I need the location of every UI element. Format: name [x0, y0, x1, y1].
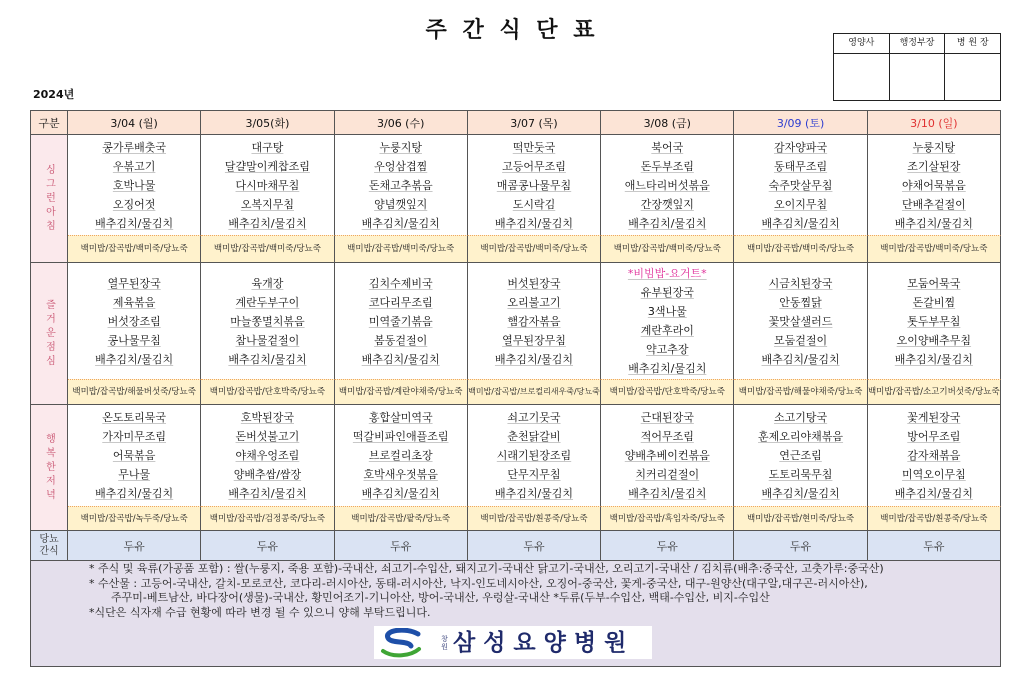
origin-note-staples: * 주식 및 육류(가공품 포함) : 쌀(누룽지, 죽용 포함)-국내산, 쇠고기-수입산, 돼지고기-국내산 닭고기-국내산, 오리고기-국내산 / 김치류(배추:중국산, 고춧가루:중국산)	[89, 562, 884, 575]
porridge-options: 백미밥/잡곡밥/계란야채죽/당뇨죽	[338, 387, 463, 397]
menu-cell-lunch-sat	[734, 263, 867, 379]
menu-item: 북어국	[651, 140, 684, 154]
menu-item: 양념깻잎지	[374, 197, 428, 211]
snack-item: 두유	[789, 539, 812, 553]
menu-item: 오이양배추무침	[896, 333, 972, 347]
menu-item: 호박새우젓볶음	[363, 468, 438, 481]
approval-dietitian-signature-box	[834, 54, 889, 100]
menu-item: 근대된장국	[640, 411, 694, 424]
menu-item: 누룽지탕	[379, 140, 422, 154]
menu-item: 무나물	[118, 468, 151, 481]
porridge-options: 백미밥/잡곡밥/백미죽/당뇨죽	[213, 244, 321, 254]
snack-label-text: 당뇨간식	[39, 533, 59, 557]
menu-item: 간장깻잎지	[640, 197, 694, 211]
menu-cell-dinner-thu	[468, 405, 601, 506]
menu-item: 꽃게된장국	[907, 411, 961, 424]
menu-item: *비빔밥-요거트*	[627, 267, 707, 280]
porridge-cell-breakfast-sat	[734, 235, 867, 263]
meal-label-text: 행복한저녁	[43, 432, 55, 503]
menu-item: 야채어묵볶음	[901, 178, 966, 192]
menu-item: 배추김치/물김치	[361, 216, 440, 230]
menu-item: 코다리무조림	[368, 295, 433, 309]
menu-item: 숙주맛살무침	[768, 178, 833, 192]
porridge-cell-breakfast-fri	[601, 235, 734, 263]
menu-item: 쇠고기뭇국	[507, 411, 561, 424]
porridge-options: 백미밥/잡곡밥/검정콩죽/당뇨죽	[209, 513, 326, 524]
menu-cell-breakfast-sat	[734, 135, 867, 235]
menu-cell-breakfast-tue	[201, 135, 334, 235]
origin-note-seafood-continued: 주꾸미-베트남산, 바다장어(생물)-국내산, 황민어조기-기니아산, 방어-국내산, 우렁살-국내산 *두류(두부-수입산, 백태-수입산, 비지-수입산	[111, 591, 770, 604]
menu-item: 육개장	[251, 276, 284, 290]
meal-label-lunch	[31, 263, 68, 405]
menu-item: 조기살된장	[907, 159, 961, 173]
day-header-label: 3/04 (월)	[110, 116, 158, 130]
hospital-logo	[374, 626, 652, 659]
day-header-wed	[335, 111, 468, 135]
menu-item: 배추김치/물김치	[761, 487, 840, 500]
porridge-options: 백미밥/잡곡밥/흑임자죽/당뇨죽	[609, 513, 725, 524]
approval-admin-director	[890, 34, 946, 100]
menu-item: 도토리묵무침	[768, 468, 833, 481]
meal-label-text: 즐거운점심	[43, 298, 55, 369]
menu-cell-breakfast-mon	[68, 135, 201, 235]
porridge-options: 백미밥/잡곡밥/흰콩죽/당뇨죽	[880, 513, 988, 524]
porridge-options: 백미밥/잡곡밥/브로컬리새우죽/당뇨죽	[468, 387, 600, 396]
porridge-cell-lunch-mon	[68, 379, 201, 405]
menu-item: 방어무조림	[907, 430, 961, 443]
porridge-options: 백미밥/잡곡밥/해물야채죽/당뇨죽	[738, 387, 863, 397]
menu-item: 배추김치/물김치	[628, 216, 707, 230]
menu-item: 양배추쌈/쌈장	[233, 468, 302, 481]
menu-item: 배추김치/물김치	[761, 352, 840, 366]
snack-item: 두유	[390, 539, 412, 553]
porridge-cell-lunch-tue	[201, 379, 334, 405]
menu-item: 동태무조림	[773, 159, 828, 173]
menu-item: 배추김치/물김치	[494, 216, 574, 230]
menu-cell-lunch-wed	[335, 263, 468, 379]
day-header-label: 3/10 (일)	[910, 116, 958, 130]
menu-item: 도시락김	[512, 197, 556, 211]
menu-item: 김치수제비국	[368, 276, 433, 290]
porridge-cell-dinner-fri	[601, 506, 734, 531]
day-header-sun	[868, 111, 1001, 135]
approval-director-signature-box	[945, 54, 1000, 100]
menu-item: 배추김치/물김치	[228, 487, 307, 500]
menu-cell-breakfast-sun	[868, 135, 1001, 235]
menu-item: 배추김치/물김치	[361, 352, 440, 366]
weekly-menu-table	[30, 110, 1001, 667]
menu-item: 우엉삼겹찜	[374, 159, 428, 173]
menu-item: 오리불고기	[507, 295, 561, 309]
menu-item: 배추김치/물김치	[494, 487, 574, 500]
porridge-options: 백미밥/잡곡밥/백미죽/당뇨죽	[613, 244, 721, 254]
porridge-cell-breakfast-mon	[68, 235, 201, 263]
day-header-thu	[468, 111, 601, 135]
menu-item: 홍합살미역국	[368, 411, 433, 424]
menu-item: 애느타리버섯볶음	[624, 178, 710, 192]
menu-item: 소고기탕국	[773, 411, 828, 424]
porridge-options: 백미밥/잡곡밥/백미죽/당뇨죽	[80, 244, 188, 254]
menu-item: 돈갈비찜	[912, 295, 956, 309]
menu-item: 3색나물	[647, 305, 687, 318]
snack-item: 두유	[923, 539, 945, 553]
menu-item: 배추김치/물김치	[894, 216, 973, 230]
menu-cell-lunch-sun	[868, 263, 1001, 379]
menu-item: 호박된장국	[240, 411, 294, 424]
document-title: 주 간 식 단 표	[425, 18, 599, 43]
menu-item: 모둠겉절이	[773, 333, 828, 347]
day-header-sat	[734, 111, 867, 135]
menu-item: 꽃맛살샐러드	[768, 314, 833, 328]
menu-item: 감자양파국	[773, 140, 828, 154]
menu-item: 떡만둣국	[512, 140, 556, 154]
menu-item: 온도토리묵국	[102, 411, 167, 424]
menu-item: 단무지무침	[507, 468, 561, 481]
menu-cell-dinner-fri	[601, 405, 734, 506]
porridge-options: 백미밥/잡곡밥/백미죽/당뇨죽	[880, 244, 988, 254]
porridge-cell-lunch-wed	[335, 379, 468, 405]
menu-item: 치커리겉절이	[635, 468, 700, 481]
menu-item: 봄동겉절이	[374, 333, 428, 347]
day-header-tue	[201, 111, 334, 135]
porridge-options: 백미밥/잡곡밥/녹두죽/당뇨죽	[80, 513, 188, 524]
menu-cell-dinner-sat	[734, 405, 867, 506]
menu-item: 춘천닭갈비	[507, 430, 561, 443]
menu-item: 훈제오리야채볶음	[758, 430, 844, 443]
menu-item: 호박나물	[112, 178, 156, 192]
menu-cell-breakfast-fri	[601, 135, 734, 235]
menu-item: 오징어젓	[112, 197, 156, 211]
menu-item: 배추김치/물김치	[761, 216, 840, 230]
menu-item: 마늘쫑멸치볶음	[230, 314, 305, 328]
menu-cell-breakfast-thu	[468, 135, 601, 235]
menu-item: 참나물겉절이	[235, 333, 300, 347]
menu-item: 계란두부구이	[235, 295, 300, 309]
menu-item: 돈채고추볶음	[368, 178, 433, 192]
porridge-cell-lunch-thu	[468, 379, 601, 405]
category-header	[31, 111, 68, 135]
menu-item: 돈두부조림	[640, 159, 694, 173]
day-header-label: 3/09 (토)	[776, 116, 825, 130]
origin-note-seafood: * 수산물 : 고등어-국내산, 갈치-모로코산, 코다리-러시아산, 동태-러시아산, 낙지-인도네시아산, 오징어-중국산, 꽃게-중국산, 대구-원양산(대구알,대구곤-러시아산),	[89, 577, 868, 590]
menu-item: 어묵볶음	[112, 449, 156, 462]
snack-cell-wed	[335, 531, 468, 561]
menu-item: 브로컬리초장	[368, 449, 433, 462]
menu-item: 대구탕	[251, 140, 284, 154]
menu-cell-lunch-thu	[468, 263, 601, 379]
menu-cell-breakfast-wed	[335, 135, 468, 235]
menu-item: 고등어무조림	[502, 159, 566, 173]
menu-item: 콩가루배춧국	[102, 140, 167, 154]
menu-item: 제육볶음	[112, 295, 156, 309]
hospital-logo-prefix: 창원	[441, 634, 448, 651]
menu-item: 미역오이무침	[901, 468, 966, 481]
menu-item: 다시마채무침	[235, 178, 300, 192]
menu-item: 열무된장무침	[502, 333, 566, 347]
snack-item: 두유	[123, 539, 145, 553]
day-header-label: 3/07 (목)	[510, 116, 558, 130]
porridge-cell-lunch-fri	[601, 379, 734, 405]
menu-item: 배추김치/물김치	[628, 362, 707, 375]
porridge-options: 백미밥/잡곡밥/팥죽/당뇨죽	[351, 513, 451, 524]
porridge-options: 백미밥/잡곡밥/현미죽/당뇨죽	[747, 513, 855, 524]
approval-admin-director-label: 행정부장	[890, 34, 945, 54]
menu-item: 누룽지탕	[912, 140, 956, 154]
porridge-cell-dinner-mon	[68, 506, 201, 531]
menu-item: 감자채볶음	[907, 449, 961, 462]
snack-item: 두유	[523, 539, 545, 553]
porridge-cell-dinner-sun	[868, 506, 1001, 531]
menu-item: 야채우엉조림	[235, 449, 300, 462]
meal-label-breakfast	[31, 135, 68, 263]
menu-cell-dinner-wed	[335, 405, 468, 506]
snack-cell-sun	[868, 531, 1001, 561]
hospital-name: 삼성요양병원	[453, 629, 635, 656]
menu-change-notice: *식단은 식자재 수급 현황에 따라 변경 될 수 있으니 양해 부탁드립니다.	[89, 606, 431, 619]
menu-item: 우볶고기	[112, 159, 156, 173]
menu-item: 미역줄기볶음	[368, 314, 433, 328]
porridge-cell-dinner-thu	[468, 506, 601, 531]
menu-item: 배추김치/물김치	[228, 352, 307, 366]
category-header-label: 구분	[38, 116, 60, 130]
day-header-fri	[601, 111, 734, 135]
snack-label	[31, 531, 68, 561]
menu-item: 배추김치/물김치	[228, 216, 307, 230]
menu-item: 양배추베이컨볶음	[624, 449, 710, 462]
porridge-cell-lunch-sat	[734, 379, 867, 405]
menu-item: 버섯장조림	[107, 314, 161, 328]
porridge-cell-breakfast-wed	[335, 235, 468, 263]
porridge-options: 백미밥/잡곡밥/해물버섯죽/당뇨죽	[72, 387, 196, 397]
snack-item: 두유	[656, 539, 678, 553]
menu-item: 열무된장국	[107, 276, 161, 290]
meal-label-text: 싱그런아침	[43, 163, 55, 234]
menu-item: 배추김치/물김치	[95, 487, 174, 500]
day-header-label: 3/05(화)	[245, 116, 290, 130]
porridge-options: 백미밥/잡곡밥/단호박죽/당뇨죽	[209, 387, 326, 397]
porridge-options: 백미밥/잡곡밥/단호박죽/당뇨죽	[609, 387, 725, 397]
menu-item: 돈버섯불고기	[235, 430, 300, 443]
menu-cell-lunch-mon	[68, 263, 201, 379]
approval-dietitian-label: 영양사	[834, 34, 889, 54]
porridge-cell-breakfast-tue	[201, 235, 334, 263]
menu-item: 매콤콩나물무침	[496, 178, 572, 192]
porridge-options: 백미밥/잡곡밥/백미죽/당뇨죽	[347, 244, 455, 254]
porridge-cell-dinner-tue	[201, 506, 334, 531]
snack-cell-tue	[201, 531, 334, 561]
porridge-options: 백미밥/잡곡밥/백미죽/당뇨죽	[480, 244, 588, 254]
menu-cell-lunch-tue	[201, 263, 334, 379]
snack-cell-sat	[734, 531, 867, 561]
day-header-mon	[68, 111, 201, 135]
menu-cell-dinner-mon	[68, 405, 201, 506]
snack-cell-thu	[468, 531, 601, 561]
menu-item: 배추김치/물김치	[95, 216, 174, 230]
menu-item: 톳두부무침	[907, 314, 961, 328]
menu-item: 계란후라이	[640, 324, 694, 337]
snack-cell-fri	[601, 531, 734, 561]
porridge-options: 백미밥/잡곡밥/소고기버섯죽/당뇨죽	[867, 387, 1000, 397]
menu-item: 배추김치/물김치	[628, 487, 707, 500]
menu-item: 오복지무침	[240, 197, 294, 211]
menu-cell-dinner-tue	[201, 405, 334, 506]
menu-item: 배추김치/물김치	[494, 352, 574, 366]
approval-admin-director-signature-box	[890, 54, 945, 100]
menu-item: 안동찜닭	[779, 295, 822, 309]
menu-item: 적어무조림	[640, 430, 694, 443]
snack-cell-mon	[68, 531, 201, 561]
menu-item: 배추김치/물김치	[894, 487, 973, 500]
meal-label-dinner	[31, 405, 68, 531]
menu-cell-dinner-sun	[868, 405, 1001, 506]
porridge-cell-dinner-wed	[335, 506, 468, 531]
footer-notes	[31, 561, 1001, 667]
approval-director	[945, 34, 1000, 100]
menu-item: 모둠어묵국	[907, 276, 961, 290]
menu-item: 배추김치/물김치	[95, 352, 174, 366]
menu-item: 시래기된장조림	[496, 449, 572, 462]
menu-item: 배추김치/물김치	[361, 487, 440, 500]
menu-item: 떡갈비파인애플조림	[352, 430, 449, 443]
porridge-cell-lunch-sun	[868, 379, 1001, 405]
menu-item: 달걀말이케찹조림	[224, 159, 310, 173]
menu-item: 단배추겉절이	[901, 197, 966, 211]
year-label: 2024년	[33, 88, 75, 101]
menu-item: 시금치된장국	[768, 276, 833, 290]
approval-dietitian	[834, 34, 890, 100]
menu-cell-lunch-fri	[601, 263, 734, 379]
menu-item: 오이지무침	[773, 197, 828, 211]
snack-item: 두유	[256, 539, 279, 553]
porridge-cell-breakfast-sun	[868, 235, 1001, 263]
day-header-label: 3/08 (금)	[643, 116, 691, 130]
menu-item: 배추김치/물김치	[894, 352, 973, 366]
menu-item: 햄감자볶음	[507, 314, 561, 328]
menu-item: 버섯된장국	[507, 276, 561, 290]
hospital-s-logo-icon	[378, 628, 424, 658]
approval-director-label: 병 원 장	[945, 34, 1000, 54]
day-header-label: 3/06 (수)	[376, 116, 425, 130]
porridge-cell-breakfast-thu	[468, 235, 601, 263]
menu-item: 연근조림	[779, 449, 822, 462]
menu-item: 콩나물무침	[107, 333, 161, 347]
porridge-options: 백미밥/잡곡밥/흰콩죽/당뇨죽	[480, 513, 588, 524]
approval-box	[833, 33, 1001, 101]
porridge-cell-dinner-sat	[734, 506, 867, 531]
menu-item: 유부된장국	[640, 286, 694, 299]
porridge-options: 백미밥/잡곡밥/백미죽/당뇨죽	[747, 244, 855, 254]
menu-item: 가자미무조림	[102, 430, 167, 443]
menu-item: 약고추장	[646, 343, 689, 356]
